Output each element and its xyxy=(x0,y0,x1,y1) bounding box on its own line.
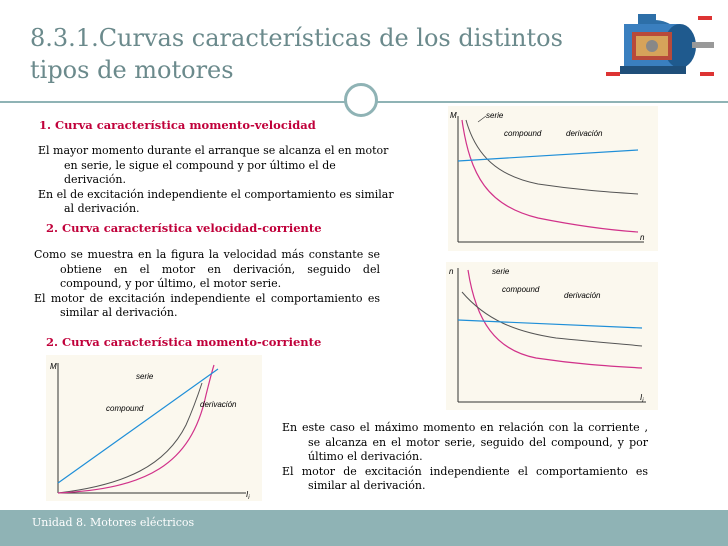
chart1-serie-label: serie xyxy=(486,111,504,120)
section2-para1: Como se muestra en la figura la velocidad más constante se obtiene en el motor en derivación, seguido del compound, y por último, el motor serie. xyxy=(34,248,380,291)
slide-title: 8.3.1.Curvas características de los distintos tipos de motores xyxy=(30,24,563,84)
chart3-compound-label: compound xyxy=(106,404,144,413)
chart1-xlabel: n xyxy=(640,233,645,242)
chart2-serie-label: serie xyxy=(492,267,510,276)
section2-text xyxy=(34,248,380,321)
section1-para2: En el de excitación independiente el comportamiento es similar al derivación. xyxy=(38,187,394,216)
chart2-derivacion-label: derivación xyxy=(564,291,601,300)
chart3-compound-curve xyxy=(58,365,214,493)
section3-heading: 2. Curva característica momento-corriente xyxy=(46,335,322,349)
motor-image xyxy=(602,6,722,88)
chart3-xlabel-main: I xyxy=(246,490,249,499)
chart1-serie-leader xyxy=(478,116,486,122)
decorative-circle xyxy=(344,83,378,117)
chart1-serie-curve xyxy=(462,120,638,232)
chart2-xlabel-sub: i xyxy=(642,398,644,404)
chart2-ylabel: n xyxy=(449,267,454,276)
chart3-derivacion-curve xyxy=(58,369,218,483)
chart2-xlabel-main: I xyxy=(640,393,643,402)
chart2-compound-curve xyxy=(462,292,642,346)
chart3-xlabel-sub: i xyxy=(248,495,250,501)
chart3-ylabel: M xyxy=(50,362,57,371)
chart3-serie-curve xyxy=(58,383,202,493)
section2-heading: 2. Curva característica velocidad-corriente xyxy=(46,221,322,235)
chart3-serie-label: serie xyxy=(136,372,154,381)
section1-para1: El mayor momento durante el arranque se alcanza el en motor en serie, le sigue el compound y por último el de derivación. xyxy=(38,144,389,187)
chart2-compound-label: compound xyxy=(502,285,540,294)
chart3-xlabel xyxy=(246,490,250,501)
section3-text xyxy=(282,421,648,494)
section1-text xyxy=(38,144,394,217)
chart1-ylabel: M xyxy=(450,111,457,120)
chart1-derivacion-label: derivación xyxy=(566,129,603,138)
chart3-derivacion-label: derivación xyxy=(200,400,237,409)
footer-text: Unidad 8. Motores eléctricos xyxy=(32,516,195,529)
chart1-derivacion-curve xyxy=(458,150,638,161)
chart1-compound-label: compound xyxy=(504,129,542,138)
chart-momento-velocidad xyxy=(448,106,658,251)
chart1-compound-curve xyxy=(466,120,638,194)
section1-heading: 1. Curva característica momento-velocidad xyxy=(39,118,316,132)
section3-para2: El motor de excitación independiente el comportamiento es similar al derivación. xyxy=(282,464,648,493)
chart-velocidad-corriente xyxy=(446,262,658,410)
section3-para1: En este caso el máximo momento en relación con la corriente , se alcanza en el motor serie, seguido del compound, y por último el derivación. xyxy=(282,421,648,464)
section2-para2: El motor de excitación independiente el comportamiento es similar al derivación. xyxy=(34,291,380,320)
chart-momento-corriente xyxy=(46,355,262,501)
